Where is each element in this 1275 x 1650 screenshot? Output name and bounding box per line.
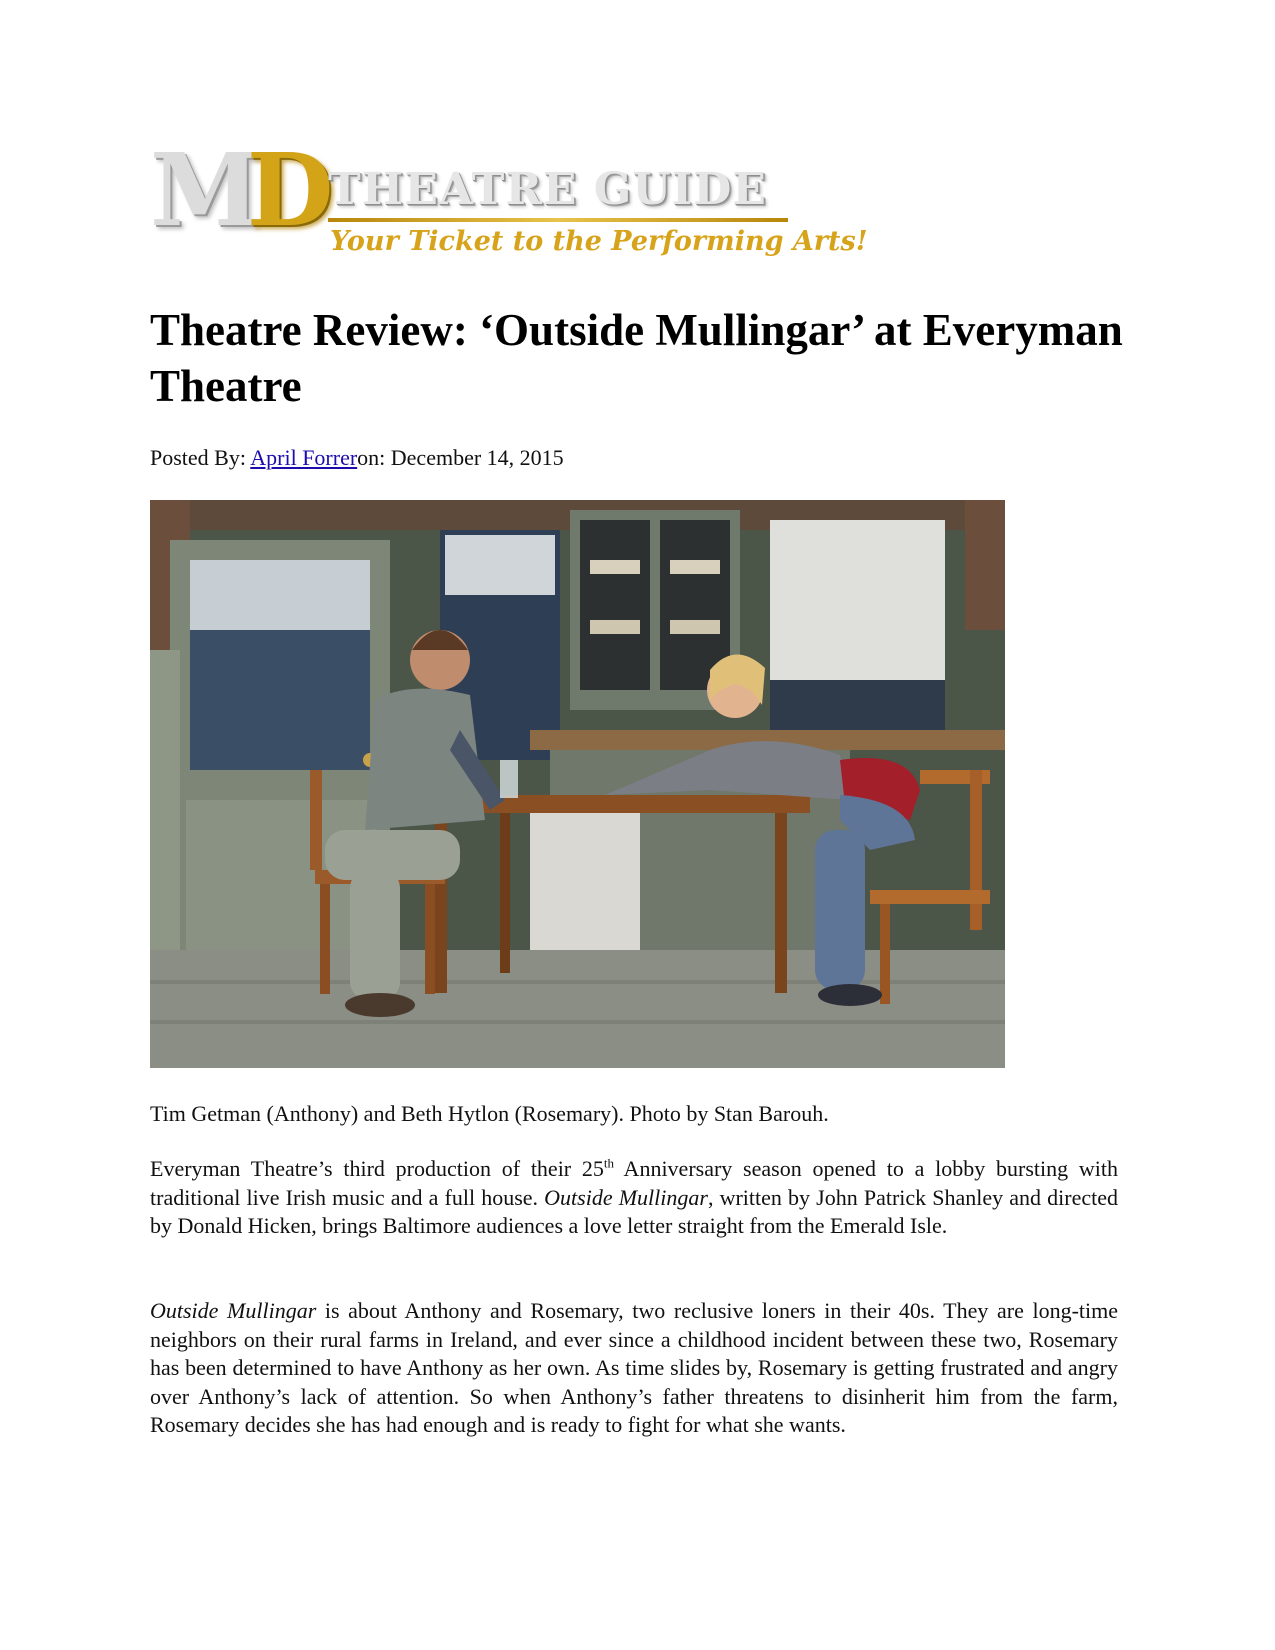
paragraph-2 — [150, 1297, 1118, 1440]
p1-text-b: Anniversary season opened to a lobby bursting with traditional live Irish music and a full house. — [150, 1156, 1118, 1210]
author-link[interactable]: April Forrer — [250, 445, 358, 470]
logo-divider — [328, 218, 788, 222]
logo-monogram — [150, 131, 320, 249]
p1-text-c: , written by John Patrick Shanley and directed by Donald Hicken, brings Baltimore audiences a love letter straight from the Emerald Isle. — [150, 1184, 1118, 1238]
p1-superscript: th — [603, 1155, 615, 1171]
p1-text-a: Everyman Theatre’s third production of their 25 — [150, 1156, 604, 1181]
stage-scene-illustration — [150, 500, 1005, 1068]
p1-play-title: Outside Mullingar — [544, 1184, 708, 1210]
p2-play-title: Outside Mullingar — [150, 1298, 317, 1323]
logo-letter-m: M — [150, 131, 247, 249]
article-headline: Theatre Review: ‘Outside Mullingar’ at Everyman Theatre — [150, 305, 1123, 411]
p2-text: is about Anthony and Rosemary, two reclusive loners in their 40s. They are long-time neighbors on their rural farms in Ireland, and ever since a childhood incident between these two, Rosemary has been determined to have Anthony as her own. As time slides by, Rosemary is getting frustrated and angry over Anthony’s lack of attention. So when Anthony’s father threatens to disinherit him from the farm, Rosemary decides she has had enough and is ready to fight for what she wants. — [150, 1298, 1118, 1437]
byline-prefix: Posted By: — [150, 445, 251, 470]
md-theatre-guide-logo[interactable] — [150, 131, 868, 270]
logo-tagline: Your Ticket to the Performing Arts! — [330, 226, 868, 257]
paragraph-1 — [150, 1155, 1118, 1241]
logo-wordmark: THEATRE GUIDE — [328, 164, 767, 215]
byline — [150, 445, 564, 471]
byline-date: on: December 14, 2015 — [357, 445, 564, 470]
photo-caption: Tim Getman (Anthony) and Beth Hytlon (Rosemary). Photo by Stan Barouh. — [150, 1101, 829, 1126]
article-photo — [150, 500, 1005, 1068]
logo-letter-d: D — [246, 131, 320, 249]
